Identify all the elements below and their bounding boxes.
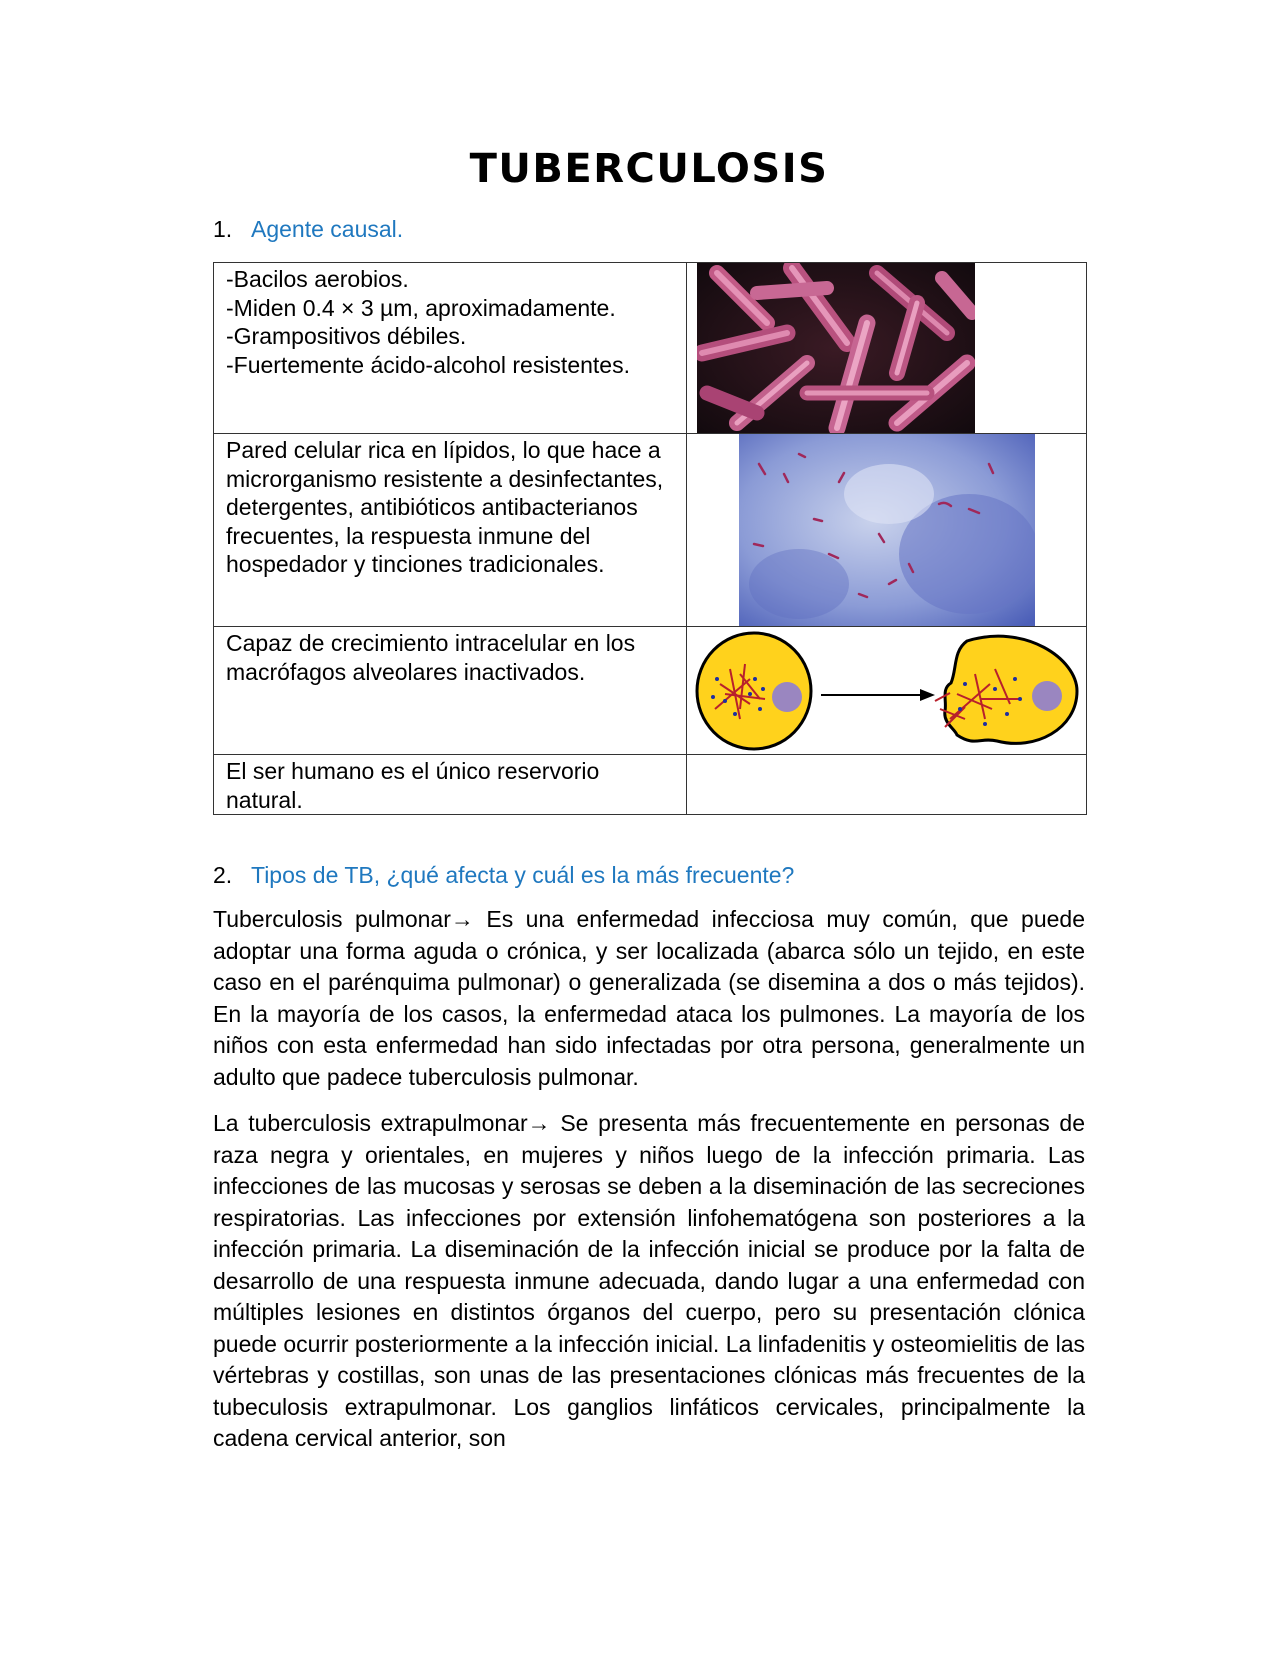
section-2-title: Tipos de TB, ¿qué afecta y cuál es la más frecuente? (251, 862, 795, 888)
arrow-icon: → (450, 906, 474, 932)
table-row (214, 755, 1087, 815)
characteristic-line: -Grampositivos débiles. (226, 323, 467, 349)
table-cell-characteristics (214, 263, 687, 434)
section-2-number: 2. (213, 862, 233, 888)
section-1-number: 1. (213, 216, 233, 242)
table-cell-image (687, 263, 1087, 434)
paragraph-pulmonary (213, 904, 1085, 1093)
table-cell-intracellular: Capaz de crecimiento intracelular en los macrófagos alveolares inactivados. (214, 627, 687, 755)
characteristic-line: -Miden 0.4 × 3 µm, aproximadamente. (226, 294, 616, 321)
table-row (214, 627, 1087, 755)
section-2-heading (213, 860, 794, 890)
table-cell-image (687, 627, 1087, 755)
arrow-icon: → (527, 1110, 551, 1136)
table-row (214, 263, 1087, 434)
macrophage-diagram-image (695, 629, 1080, 753)
table-cell-image (687, 434, 1087, 627)
bacilli-micrograph-image (697, 263, 975, 433)
extrapulmonary-body: Se presenta más frecuentemente en personas de raza negra y orientales, en mujeres y niños luego de la infección primaria. Las infecciones de las mucosas y serosas se deben a la diseminación de las secreciones respiratorias. Las infecciones por extensión linfohematógena son posteriores a la infección primaria. La diseminación de la infección inicial se produce por la falta de desarrollo de una respuesta inmune adecuada, dando lugar a una enfermedad con múltiples lesiones en distintos órganos del cuerpo, pero su presentación clónica puede ocurrir posteriormente a la infección inicial. La linfadenitis y osteomielitis de las vértebras y costillas, son unas de las presentaciones clónicas más frecuentes de la tubeculosis extrapulmonar. Los ganglios linfáticos cervicales, principalmente la cadena cervical anterior, son (213, 1110, 1085, 1451)
extrapulmonary-lead: La tuberculosis extrapulmonar (213, 1110, 528, 1136)
pulmonary-body: Es una enfermedad infecciosa muy común, que puede adoptar una forma aguda o crónica, y ser localizada (abarca sólo un tejido, en este caso en el parénquima pulmonar) o generalizada (se disemina a dos o más tejidos). En la mayoría de los casos, la enfermedad ataca los pulmones. La mayoría de los niños con esta enfermedad han sido infectadas por otra persona, generalmente un adulto que padece tuberculosis pulmonar. (213, 906, 1086, 1090)
acid-fast-stain-image (739, 434, 1035, 626)
document-title: TUBERCULOSIS (469, 146, 829, 192)
causal-agent-table (213, 262, 1087, 815)
section-1-heading (213, 214, 403, 244)
table-cell-reservoir: El ser humano es el único reservorio natural. (214, 755, 687, 815)
table-cell-cell-wall: Pared celular rica en lípidos, lo que hace a microrganismo resistente a desinfectantes, detergentes, antibióticos antibacterianos frecuentes, la respuesta inmune del hospedador y tinciones tradicionales. (214, 434, 687, 627)
paragraph-extrapulmonary (213, 1108, 1085, 1455)
table-cell-empty (687, 755, 1087, 815)
pulmonary-lead: Tuberculosis pulmonar (213, 906, 451, 932)
section-1-title: Agente causal. (251, 216, 404, 242)
table-row (214, 434, 1087, 627)
characteristic-line: -Fuertemente ácido-alcohol resistentes. (226, 351, 630, 378)
characteristic-line: -Bacilos aerobios. (226, 266, 409, 292)
